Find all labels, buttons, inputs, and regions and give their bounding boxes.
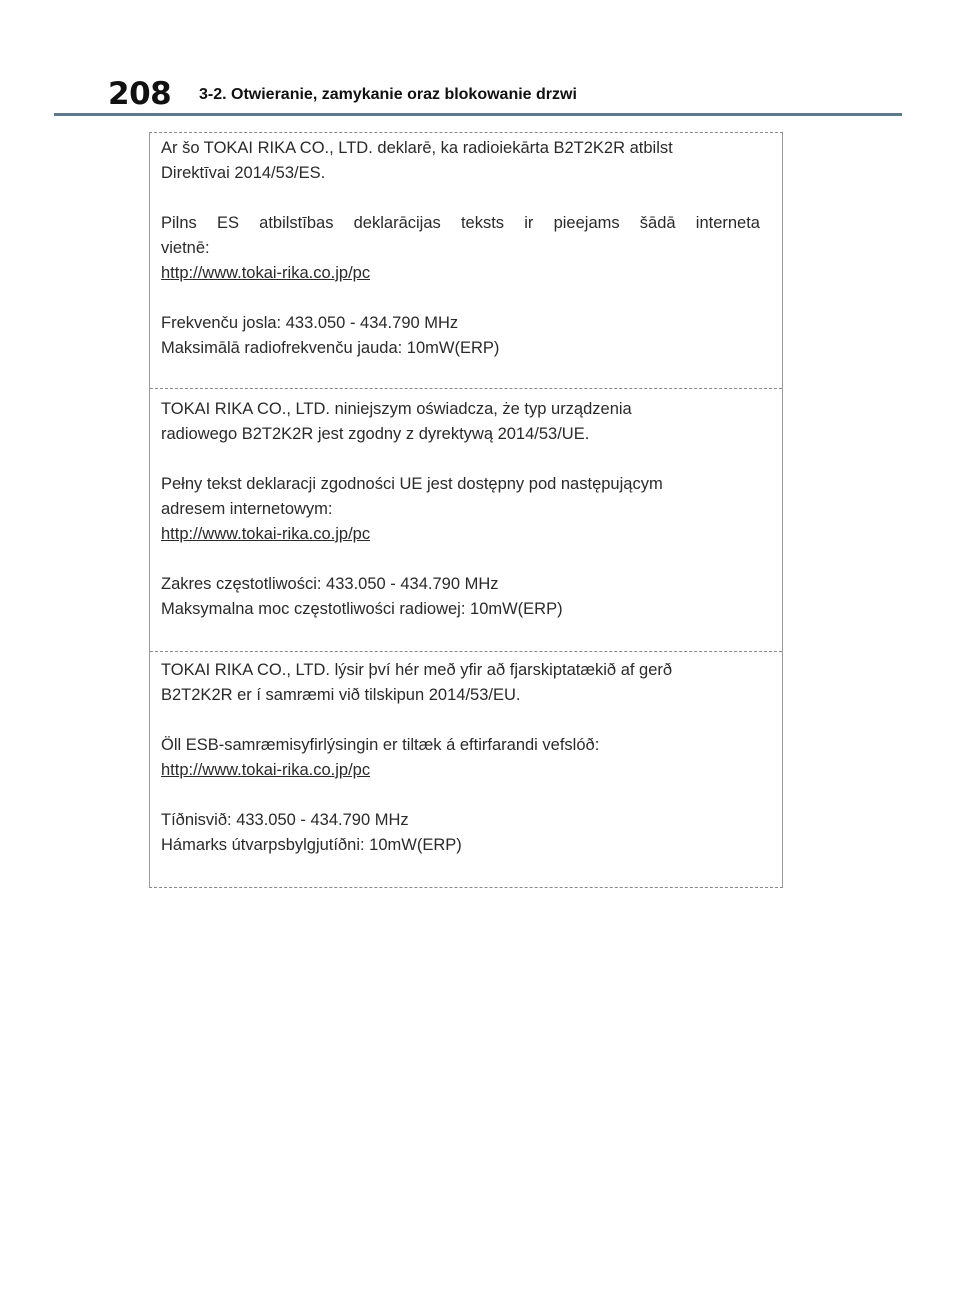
declaration-url-link[interactable] [161,261,760,286]
section-divider [150,388,782,389]
declaration-section-icelandic [150,658,782,858]
section-divider [150,651,782,652]
page-number: 208 [108,76,172,112]
full-text-line: vietnē: [161,239,210,257]
frequency-band: Zakres częstotliwości: 433.050 - 434.790 MHz [161,575,499,593]
declaration-url-link[interactable] [161,758,760,783]
max-power: Hámarks útvarpsbylgjutíðni: 10mW(ERP) [161,836,462,854]
url-text[interactable]: http://www.tokai-rika.co.jp/pc [161,761,371,779]
declaration-text-line: Ar šo TOKAI RIKA CO., LTD. deklarē, ka radioiekārta B2T2K2R atbilst [161,139,673,157]
page-header [0,0,960,118]
frequency-band: Tíðnisvið: 433.050 - 434.790 MHz [161,811,409,829]
declaration-text-line: TOKAI RIKA CO., LTD. lýsir því hér með yfir að fjarskiptatækið af gerð [161,661,673,679]
declaration-text-line: Direktīvai 2014/53/ES. [161,164,326,182]
url-text[interactable]: http://www.tokai-rika.co.jp/pc [161,264,371,282]
declaration-text-line: TOKAI RIKA CO., LTD. niniejszym oświadcza, że typ urządzenia [161,400,632,418]
declaration-text-line: radiowego B2T2K2R jest zgodny z dyrektywą 2014/53/UE. [161,425,590,443]
declaration-section-latvian [150,136,782,361]
header-rule [54,113,902,116]
full-text-line: Öll ESB-samræmisyfirlýsingin er tiltæk á eftirfarandi vefslóð: [161,736,600,754]
full-text-line: adresem internetowym: [161,500,333,518]
section-title: 3-2. Otwieranie, zamykanie oraz blokowanie drzwi [199,86,577,103]
frequency-band: Frekvenču josla: 433.050 - 434.790 MHz [161,314,459,332]
max-power: Maksymalna moc częstotliwości radiowej: 10mW(ERP) [161,600,563,618]
full-text-line: Pełny tekst deklaracji zgodności UE jest dostępny pod następującym [161,475,663,493]
declaration-url-link[interactable] [161,522,760,547]
declaration-panel [149,132,783,888]
declaration-text-line: B2T2K2R er í samræmi við tilskipun 2014/53/EU. [161,686,521,704]
url-text[interactable]: http://www.tokai-rika.co.jp/pc [161,525,371,543]
full-text-line: Pilns ES atbilstības deklarācijas teksts ir pieejams šādā interneta [161,214,760,232]
declaration-section-polish [150,397,782,622]
max-power: Maksimālā radiofrekvenču jauda: 10mW(ERP) [161,339,500,357]
